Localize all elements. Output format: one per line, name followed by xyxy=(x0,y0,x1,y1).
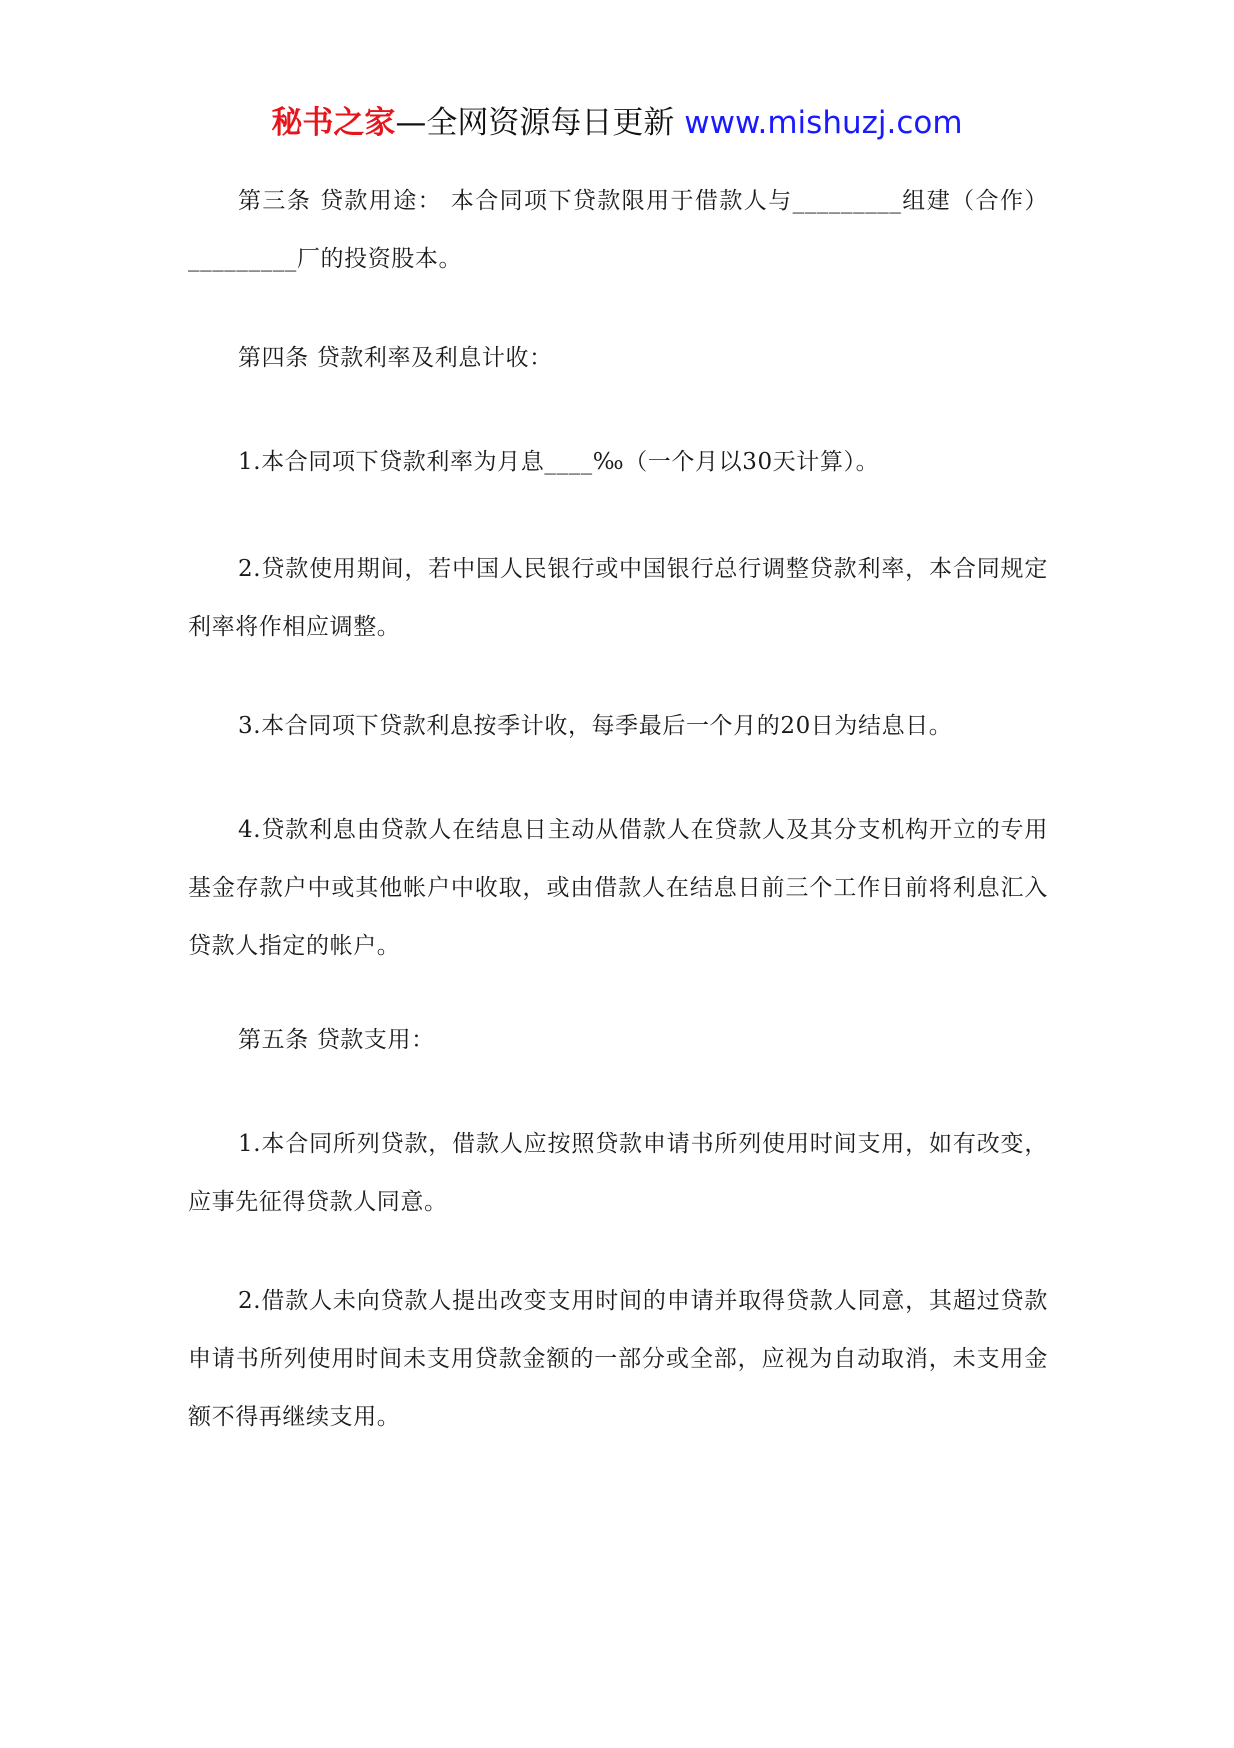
header-site-link[interactable]: www.mishuzj.com xyxy=(684,105,963,141)
paragraph-article-5-item-2: 2.借款人未向贷款人提出改变支用时间的申请并取得贷款人同意，其超过贷款申请书所列使用时间未支用贷款金额的一部分或全部，应视为自动取消，未支用金额不得再继续支用。 xyxy=(188,1288,1048,1430)
paragraph-article-5-item-1: 1.本合同所列贷款，借款人应按照贷款申请书所列使用时间支用，如有改变，应事先征得贷款人同意。 xyxy=(188,1131,1048,1215)
page-header xyxy=(0,101,1234,145)
paragraph-article-4-title: 第四条 贷款利率及利息计收： xyxy=(238,345,553,371)
header-slogan: —全网资源每日更新 xyxy=(395,105,685,141)
header-brand: 秘书之家 xyxy=(271,105,396,141)
paragraph-article-4-item-4: 4.贷款利息由贷款人在结息日主动从借款人在贷款人及其分支机构开立的专用基金存款户中或其他帐户中收取，或由借款人在结息日前三个工作日前将利息汇入贷款人指定的帐户。 xyxy=(188,817,1048,959)
paragraph-article-4-item-1: 1.本合同项下贷款利率为月息____‰（一个月以30天计算）。 xyxy=(238,449,880,475)
paragraph-article-4-item-3: 3.本合同项下贷款利息按季计收，每季最后一个月的20日为结息日。 xyxy=(238,713,953,739)
paragraph-article-3: 第三条 贷款用途： 本合同项下贷款限用于借款人与_________组建（合作）_________厂的投资股本。 xyxy=(188,188,1048,272)
paragraph-article-4-item-2: 2.贷款使用期间，若中国人民银行或中国银行总行调整贷款利率，本合同规定利率将作相应调整。 xyxy=(188,556,1048,640)
paragraph-article-5-title: 第五条 贷款支用： xyxy=(238,1027,435,1053)
